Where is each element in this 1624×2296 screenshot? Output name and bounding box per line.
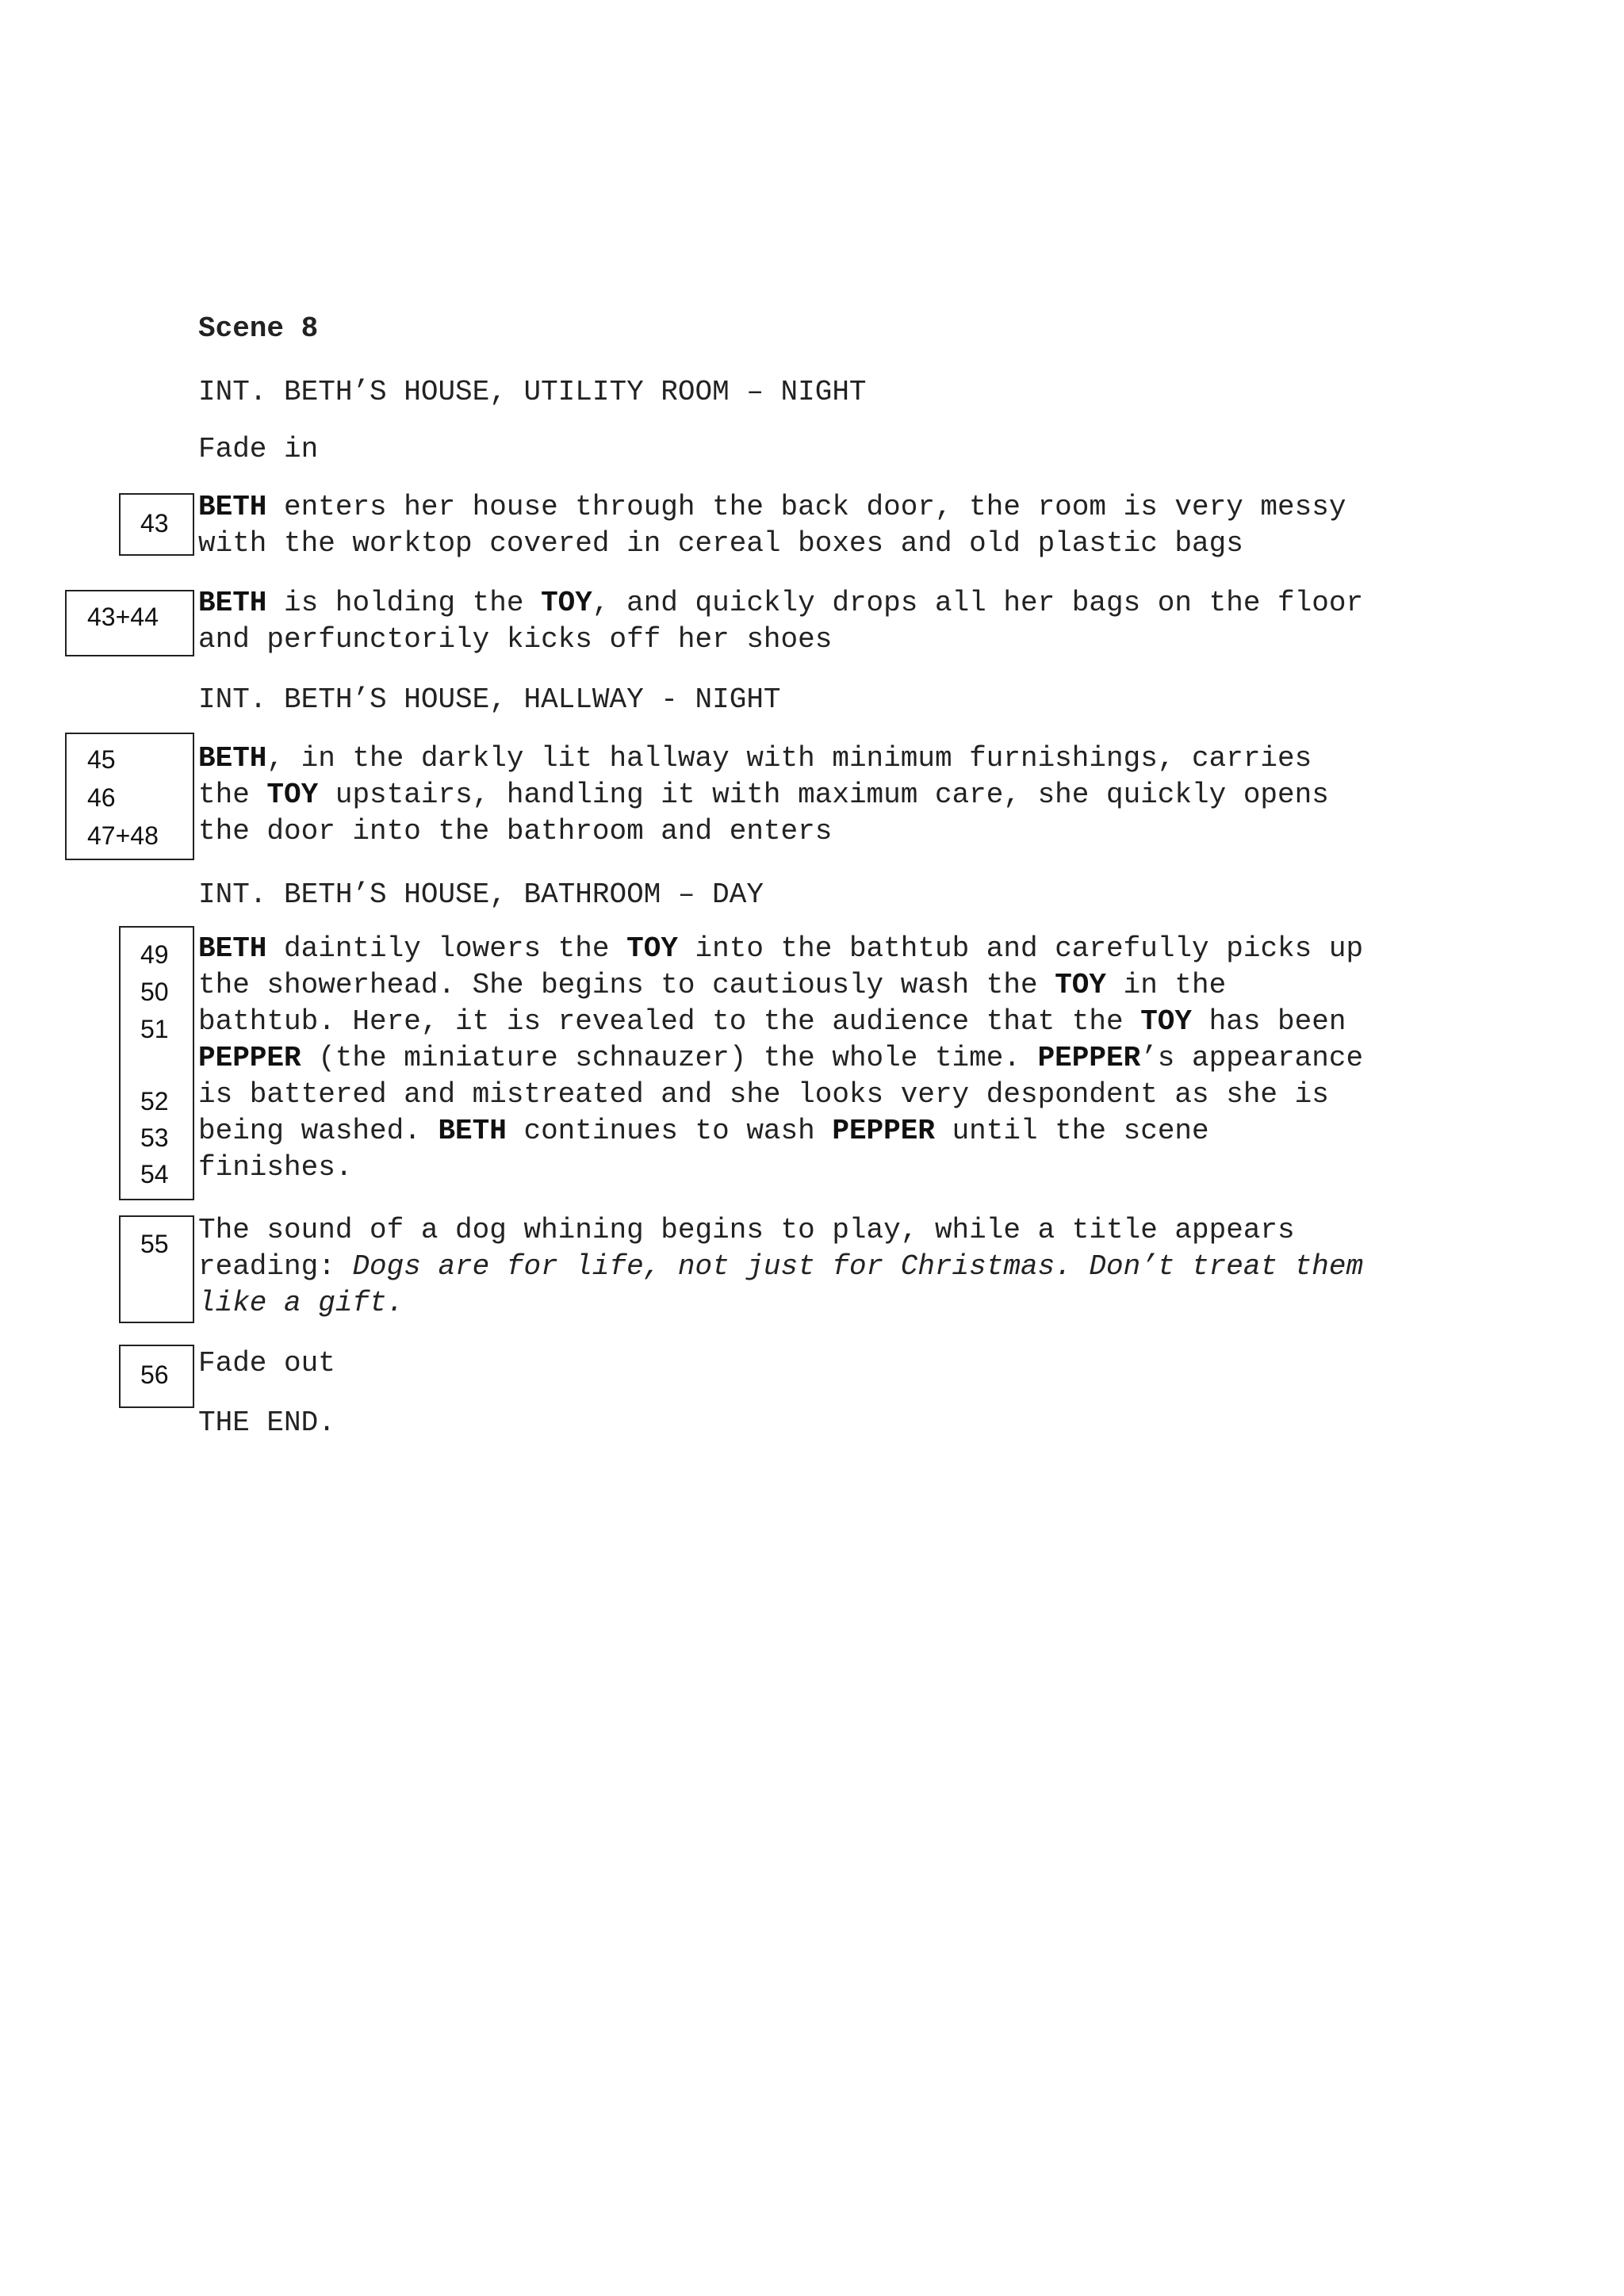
- shot-number: 51: [140, 1015, 169, 1043]
- transition-fade-in: Fade in: [198, 433, 319, 465]
- paragraph-line: [198, 526, 1346, 562]
- the-end: THE END.: [198, 1406, 335, 1439]
- bold-text: PEPPER: [198, 1042, 301, 1074]
- bold-text: BETH: [198, 742, 267, 775]
- shot-number: 55: [140, 1230, 169, 1258]
- action-paragraph-3: [198, 740, 1329, 850]
- bold-text: TOY: [626, 932, 678, 965]
- text-run: the showerhead. She begins to cautiously wash the: [198, 969, 1055, 1001]
- text-run: the door into the bathroom and enters: [198, 815, 833, 848]
- shot-number: 54: [140, 1160, 169, 1188]
- shot-number-box: [119, 1345, 194, 1408]
- shot-number: 49: [140, 940, 169, 969]
- text-run: finishes.: [198, 1151, 353, 1184]
- text-run: until the scene: [934, 1115, 1209, 1147]
- text-run: has been: [1192, 1005, 1346, 1038]
- paragraph-line: [198, 967, 1363, 1004]
- action-paragraph-2: [198, 585, 1363, 658]
- text-run: (the miniature schnauzer) the whole time.: [301, 1042, 1038, 1074]
- paragraph-line: [198, 1004, 1363, 1040]
- italic-text: Dogs are for life, not just for Christmas. Don’t treat them: [352, 1250, 1364, 1283]
- text-run: being washed.: [198, 1115, 439, 1147]
- paragraph-line: [198, 740, 1329, 777]
- text-run: into the bathtub and carefully picks up: [677, 932, 1364, 965]
- shot-number: 47+48: [87, 821, 159, 850]
- text-run: the: [198, 779, 267, 811]
- paragraph-line: [198, 489, 1346, 526]
- action-paragraph-5: [198, 1212, 1363, 1322]
- text-run: enters her house through the back door, the room is very messy: [266, 491, 1346, 523]
- text-run: upstairs, handling it with maximum care, she quickly opens: [318, 779, 1329, 811]
- text-run: is battered and mistreated and she looks very despondent as she is: [198, 1078, 1329, 1111]
- bold-text: BETH: [198, 491, 267, 523]
- shot-number: 50: [140, 978, 169, 1006]
- text-run: , and quickly drops all her bags on the floor: [592, 587, 1364, 619]
- bold-text: BETH: [438, 1115, 507, 1147]
- paragraph-line: [198, 622, 1363, 658]
- text-run: and perfunctorily kicks off her shoes: [198, 623, 833, 656]
- text-run: continues to wash: [506, 1115, 833, 1147]
- shot-number: 52: [140, 1087, 169, 1115]
- text-run: with the worktop covered in cereal boxes and old plastic bags: [198, 527, 1243, 560]
- italic-text: like a gift.: [198, 1287, 404, 1319]
- bold-text: BETH: [198, 932, 267, 965]
- paragraph-line: [198, 1150, 1363, 1186]
- shot-number: 56: [140, 1360, 169, 1389]
- paragraph-line: [198, 1113, 1363, 1150]
- shot-number-box: [119, 493, 194, 556]
- bold-text: TOY: [541, 587, 592, 619]
- slugline-bathroom: INT. BETH’S HOUSE, BATHROOM – DAY: [198, 878, 764, 911]
- text-run: is holding the: [266, 587, 542, 619]
- paragraph-line: [198, 1040, 1363, 1077]
- paragraph-line: [198, 931, 1363, 967]
- bold-text: TOY: [1140, 1005, 1193, 1038]
- text-run: bathtub. Here, it is revealed to the audience that the: [198, 1005, 1141, 1038]
- shot-number-box: [65, 590, 194, 656]
- bold-text: TOY: [1055, 969, 1106, 1001]
- text-run: The sound of a dog whining begins to play, while a title appears: [198, 1214, 1295, 1246]
- paragraph-line: [198, 1077, 1363, 1113]
- bold-text: BETH: [198, 587, 267, 619]
- paragraph-line: [198, 777, 1329, 813]
- paragraph-line: [198, 1249, 1363, 1285]
- slugline-utility-room: INT. BETH’S HOUSE, UTILITY ROOM – NIGHT: [198, 376, 867, 408]
- text-run: ’s appearance: [1140, 1042, 1364, 1074]
- paragraph-line: [198, 585, 1363, 622]
- text-run: reading:: [198, 1250, 353, 1283]
- shot-number: 43+44: [87, 603, 159, 631]
- text-run: in the: [1106, 969, 1227, 1001]
- bold-text: PEPPER: [832, 1115, 935, 1147]
- text-run: , in the darkly lit hallway with minimum furnishings, carries: [266, 742, 1312, 775]
- paragraph-line: [198, 813, 1329, 850]
- slugline-hallway: INT. BETH’S HOUSE, HALLWAY - NIGHT: [198, 683, 781, 716]
- bold-text: PEPPER: [1037, 1042, 1141, 1074]
- text-run: daintily lowers the: [266, 932, 627, 965]
- shot-number-box: [119, 1215, 194, 1323]
- shot-number: 53: [140, 1123, 169, 1152]
- bold-text: TOY: [266, 779, 319, 811]
- shot-number-box: [65, 733, 194, 860]
- scene-heading: Scene 8: [198, 312, 319, 345]
- paragraph-line: [198, 1212, 1363, 1249]
- shot-number: 46: [87, 783, 116, 812]
- action-paragraph-1: [198, 489, 1346, 562]
- action-paragraph-4: [198, 931, 1363, 1186]
- shot-number: 45: [87, 745, 116, 774]
- transition-fade-out: Fade out: [198, 1347, 335, 1380]
- shot-number-box: [119, 926, 194, 1200]
- paragraph-line: [198, 1285, 1363, 1322]
- shot-number: 43: [140, 509, 169, 538]
